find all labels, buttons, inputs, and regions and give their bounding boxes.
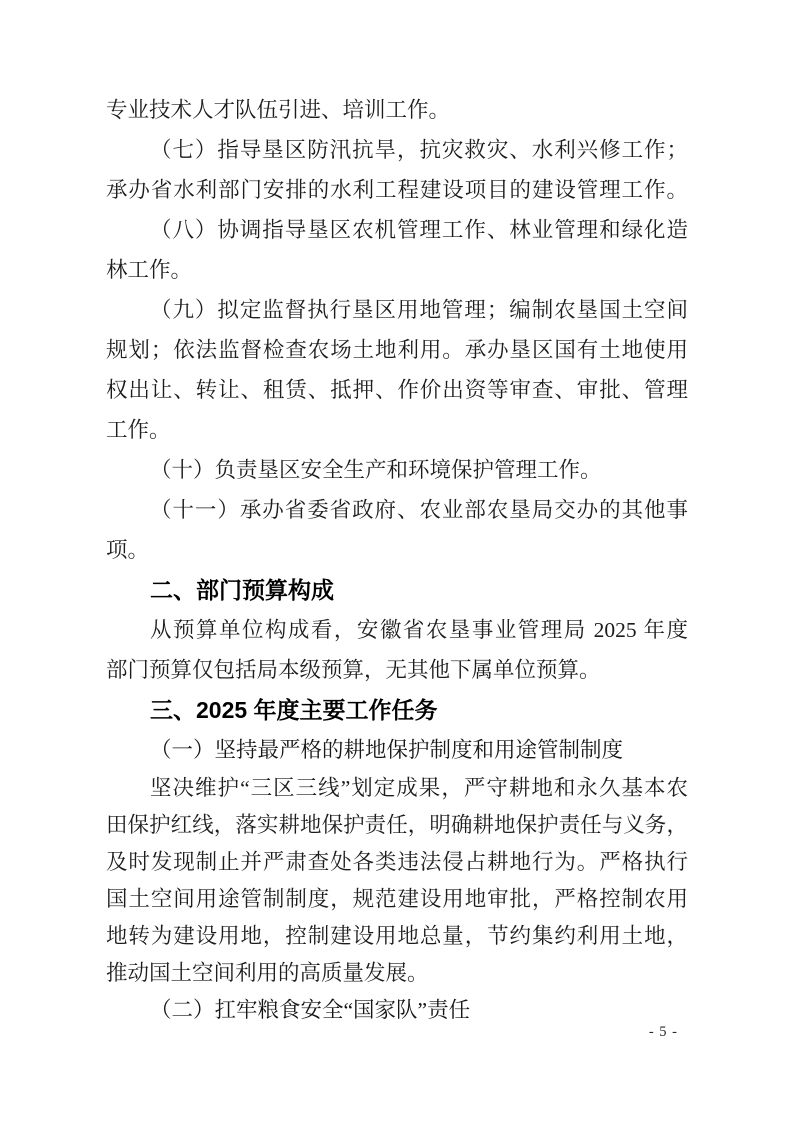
text-line: 规划；依法监督检查农场土地利用。承办垦区国有土地使用 [106,338,688,362]
subsection-heading: （一）坚持最严格的耕地保护制度和用途管制制度 [150,738,624,762]
text-line: 地转为建设用地，控制建设用地总量，节约集约利用土地， [106,924,688,948]
text-line: 权出让、转让、租赁、抵押、作价出资等审查、审批、管理 [106,378,688,402]
page-body-text [106,90,688,1029]
text-line: （十）负责垦区安全生产和环境保护管理工作。 [150,458,602,482]
text-line: 专业技术人才队伍引进、培训工作。 [106,98,451,122]
text-line: 林工作。 [106,258,193,282]
text-line: 部门预算仅包括局本级预算，无其他下属单位预算。 [106,658,601,682]
text-line: 承办省水利部门安排的水利工程建设项目的建设管理工作。 [106,178,688,202]
text-line: 田保护红线，落实耕地保护责任，明确耕地保护责任与义务， [106,813,688,837]
page-number: - 5 - [648,1024,678,1040]
text-line: （十一）承办省委省政府、农业部农垦局交办的其他事 [150,498,688,522]
section-heading: 二、部门预算构成 [150,577,334,603]
text-line: 工作。 [106,418,171,442]
text-line: 及时发现制止并严肃查处各类违法侵占耕地行为。严格执行 [106,850,688,874]
text-line: （八）协调指导垦区农机管理工作、林业管理和绿化造 [150,218,688,242]
text-line: （七）指导垦区防汛抗旱，抗灾救灾、水利兴修工作； [150,138,688,162]
text-line: 从预算单位构成看，安徽省农垦事业管理局 2025 年度 [150,618,688,642]
text-line: 项。 [106,538,150,562]
text-line: 国土空间用途管制制度，规范建设用地审批，严格控制农用 [106,887,688,911]
section-heading: 三、2025 年度主要工作任务 [150,697,438,723]
text-line: （九）拟定监督执行垦区用地管理；编制农垦国土空间 [150,298,688,322]
text-line: 坚决维护“三区三线”划定成果，严守耕地和永久基本农 [150,776,688,800]
subsection-heading: （二）扛牢粮食安全“国家队”责任 [150,998,471,1022]
text-line: 推动国土空间利用的高质量发展。 [106,961,429,985]
